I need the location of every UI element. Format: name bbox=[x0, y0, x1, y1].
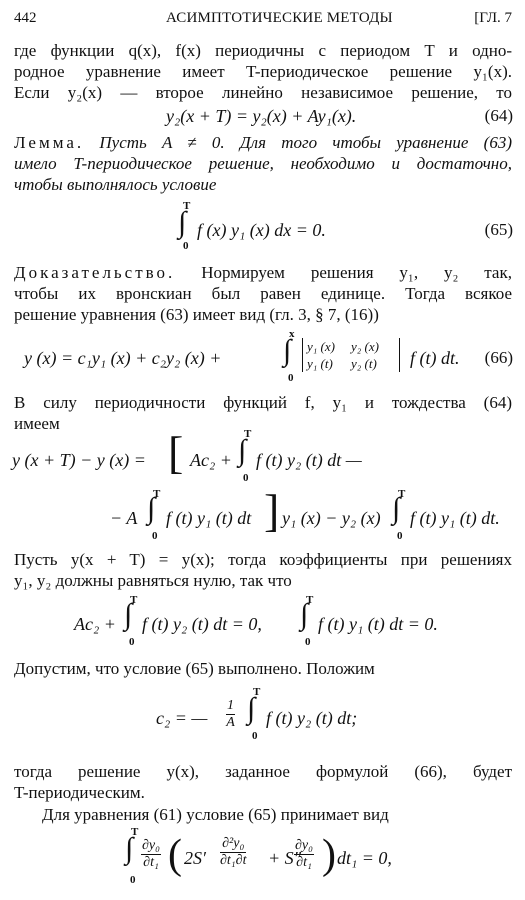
text-line: T-периодическим. bbox=[14, 783, 145, 802]
integral-sign: ∫ bbox=[147, 492, 156, 525]
lemma-text: Пусть A ≠ 0. Для того чтобы уравнение (63) bbox=[99, 133, 512, 152]
integral-sign: ∫ bbox=[247, 692, 256, 725]
text-line: y₁, y₂ должны равняться нулю, так что bbox=[14, 571, 292, 590]
text-line: Допустим, что условие (65) выполнено. Положим bbox=[14, 659, 375, 678]
equation-number: (66) bbox=[484, 348, 513, 367]
integral-sign: ∫ bbox=[283, 334, 292, 367]
equation-zero-conditions: Ac₂ + T ∫ 0 f (t) y₂ (t) dt = 0, T ∫ 0 f (t) y₁ (t) dt = 0. bbox=[74, 594, 438, 648]
lemma-line: имело T-периодическое решение, необходимо и достаточно, bbox=[14, 154, 512, 173]
fraction: $\frac{\text{∂y₀}}{\text{∂t₁}}$ bbox=[295, 838, 313, 870]
equation-c2: c₂ = — $\frac{1}{A}$ T ∫ 0 f (t) y₂ (t) dt; bbox=[156, 686, 358, 742]
text-line: родное уравнение имеет T-периодическое решение y₁(x). bbox=[14, 62, 512, 81]
lemma-heading: Лемма. bbox=[14, 133, 85, 152]
text-line: В силу периодичности функций f, y₁ и тождества (64) bbox=[14, 393, 512, 412]
text-line: тогда решение y(x), заданное формулой (66), будет bbox=[14, 762, 512, 781]
text-line: имеем bbox=[14, 414, 60, 433]
book-page: 442 АСИМПТОТИЧЕСКИЕ МЕТОДЫ [ГЛ. 7 где функции q(x), f(x) периодичны с периодом T и одно- родное уравнение имеет T-периодическое решение y₁(x). Если y₂(x) — второе линейно независимое решение, то y₂(x + T) = y₂(x) + Ay₁(x). (64) Лемма. Пусть A ≠ 0. Для того чтобы уравнение (63) имело T-периодическое решение, необходимо и достаточно, чтобы выполнялось условие T ∫ 0 f (x) y₁ (x) dx = 0. (65) Доказательство. Нормируем решения y₁, y₂ так, чтобы их вронскиан был равен единице. Тогда всякое решение уравнения (63) имеет вид (гл. 3, § 7, (16)) y (x) = c₁y₁ (x) + c₂y₂ (x) + x ∫ 0 y₁ (x) y₂ (x) y₁ (t) y₂ (t) f (t) dt. (66) В силу периодичности функций f, y₁ и тождества (64) имеем y (x + T) − y (x) = [ Ac₂ + T ∫ 0 f (t) y₂ (t) dt — − A T ∫ 0 f (t) y₁ (t) dt ] y₁ (x) − y₂ (x) T ∫ 0 f (t) y₁ (t) dt. Пусть y(x + T) = y(x); тогда коэффициенты при решениях y₁, y₂ должны равняться нулю, так что Ac₂ + T ∫ 0 f (t) y₂ (t) dt = 0, T ∫ 0 f (t) y₁ (t) dt = 0. Допустим, что условие (65) выполнено. Положим c₂ = — $\frac{1}{A}$ T ∫ 0 f (t) y₂ (t) dt; тогда решение y(x), заданное формулой (66), будет T-периодическим. Для уравнения (61) условие (65) принимает вид T ∫ 0 $\frac{\text{∂y₀}}{\text{∂t₁}}$ ( 2S′ $\frac{\text{∂²y₀}}{\text{∂t₁∂t}}$ + S″ $\frac{\text{∂y₀}}{\text{∂t₁}}$ ) dt₁ = 0, bbox=[0, 0, 525, 900]
left-paren: ( bbox=[168, 832, 182, 878]
integral-sign: ∫ bbox=[124, 598, 133, 631]
equation-difference-1: y (x + T) − y (x) = [ Ac₂ + T ∫ 0 f (t) y₂ (t) dt — bbox=[12, 427, 362, 484]
running-title: АСИМПТОТИЧЕСКИЕ МЕТОДЫ bbox=[166, 10, 393, 26]
proof-heading: Доказательство. bbox=[14, 263, 176, 282]
text-line: Пусть y(x + T) = y(x); тогда коэффициенты при решениях bbox=[14, 550, 512, 569]
equation-66: y (x) = c₁y₁ (x) + c₂y₂ (x) + x ∫ 0 y₁ (x) y₂ (x) y₁ (t) y₂ (t) f (t) dt. (66) bbox=[24, 328, 513, 384]
lemma-line: чтобы выполнялось условие bbox=[14, 175, 217, 194]
chapter-ref: [ГЛ. 7 bbox=[474, 10, 512, 26]
equation-number: (65) bbox=[484, 220, 513, 239]
equation-number: (64) bbox=[484, 106, 513, 125]
equation-65: T ∫ 0 f (x) y₁ (x) dx = 0. (65) bbox=[178, 200, 513, 252]
right-paren: ) bbox=[322, 832, 336, 878]
fraction: $\frac{1}{A}$ bbox=[226, 698, 235, 730]
equation-difference-2: − A T ∫ 0 f (t) y₁ (t) dt ] y₁ (x) − y₂ (x) T ∫ 0 f (t) y₁ (t) dt. bbox=[110, 485, 500, 542]
integral-sign: ∫ bbox=[300, 598, 309, 631]
text-line: где функции q(x), f(x) периодичны с периодом T и одно- bbox=[14, 41, 512, 60]
fraction: $\frac{\text{∂²y₀}}{\text{∂t₁∂t}}$ bbox=[220, 836, 247, 868]
integral-sign: ∫ bbox=[238, 434, 247, 467]
text-line: решение уравнения (63) имеет вид (гл. 3, § 7, (16)) bbox=[14, 305, 379, 324]
text-line: Для уравнения (61) условие (65) принимает вид bbox=[42, 805, 389, 824]
text-line: чтобы их вронскиан был равен единице. Тогда всякое bbox=[14, 284, 512, 303]
right-bracket: ] bbox=[264, 485, 280, 536]
lemma-line bbox=[14, 132, 512, 153]
integral-sign: ∫ bbox=[392, 492, 401, 525]
integral-sign: ∫ bbox=[125, 832, 134, 865]
wronskian-determinant: y₁ (x) y₂ (x) y₁ (t) y₂ (t) bbox=[302, 338, 400, 372]
equation-condition-61: T ∫ 0 $\frac{\text{∂y₀}}{\text{∂t₁}}$ ( 2S′ $\frac{\text{∂²y₀}}{\text{∂t₁∂t}}$ + S″ $\frac{\text{∂y₀}}{\text{∂t₁}}$ ) dt₁ = 0, bbox=[125, 826, 392, 886]
proof-line: Доказательство. Нормируем решения y₁, y₂ так, bbox=[14, 263, 512, 282]
page-number: 442 bbox=[14, 10, 37, 26]
text-line: Если y₂(x) — второе линейно независимое решение, то bbox=[14, 83, 512, 102]
left-bracket: [ bbox=[168, 427, 184, 478]
integral-sign: ∫ bbox=[178, 206, 187, 239]
fraction: $\frac{\text{∂y₀}}{\text{∂t₁}}$ bbox=[142, 838, 160, 870]
